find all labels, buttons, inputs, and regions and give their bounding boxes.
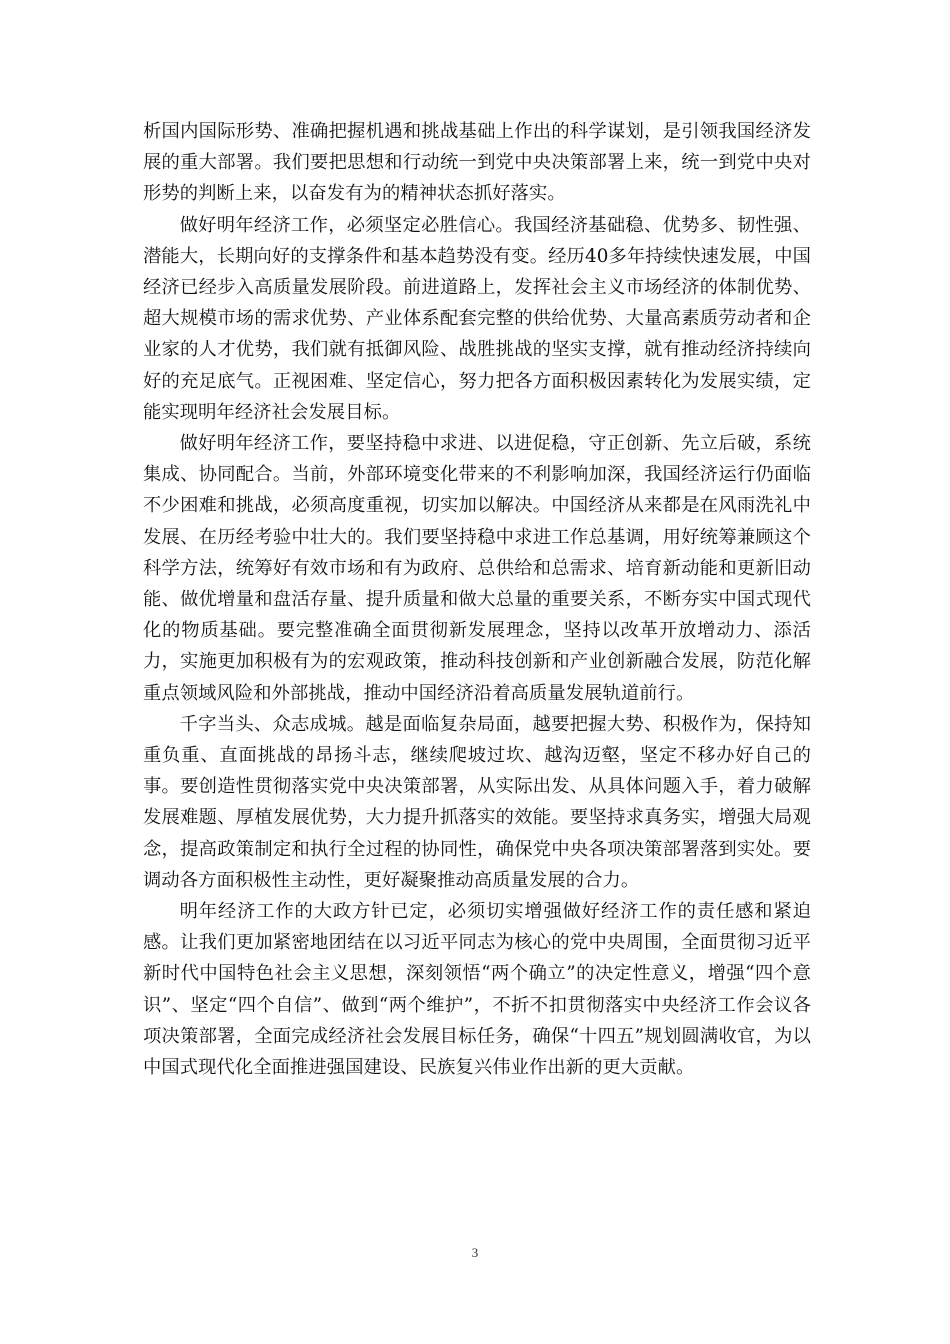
page-number: 3 <box>471 1245 479 1260</box>
paragraph-2: 做好明年经济工作，必须坚定必胜信心。我国经济基础稳、优势多、韧性强、潜能大，长期向好的支撑条件和基本趋势没有变。经历40多年持续快速发展，中国经济已经步入高质量发展阶段。前进道路上，发挥社会主义市场经济的体制优势、超大规模市场的需求优势、产业体系配套完整的供给优势、大量高素质劳动者和企业家的人才优势，我们就有抵御风险、战胜挑战的坚实支撑，就有推动经济持续向好的充足底气。正视困难、坚定信心，努力把各方面积极因素转化为发展实绩，定能实现明年经济社会发展目标。 <box>143 214 811 423</box>
paragraph-4: 千字当头、众志成城。越是面临复杂局面，越要把握大势、积极作为，保持知重负重、直面挑战的昂扬斗志，继续爬坡过坎、越沟迈壑，坚定不移办好自己的事。要创造性贯彻落实党中央决策部署，从实际出发、从具体问题入手，着力破解发展难题、厚植发展优势，大力提升抓落实的效能。要坚持求真务实，增强大局观念，提高政策制定和执行全过程的协同性，确保党中央各项决策部署落到实处。要调动各方面积极性主动性，更好凝聚推动高质量发展的合力。 <box>143 713 811 891</box>
paragraph-1: 析国内国际形势、准确把握机遇和挑战基础上作出的科学谋划，是引领我国经济发展的重大部署。我们要把思想和行动统一到党中央决策部署上来，统一到党中央对形势的判断上来，以奋发有为的精神状态抓好落实。 <box>143 121 811 205</box>
paragraph-5: 明年经济工作的大政方针已定，必须切实增强做好经济工作的责任感和紧迫感。让我们更加紧密地团结在以习近平同志为核心的党中央周围，全面贯彻习近平新时代中国特色社会主义思想，深刻领悟“两个确立”的决定性意义，增强“四个意识”、坚定“四个自信”、做到“两个维护”，不折不扣贯彻落实中央经济工作会议各项决策部署，全面完成经济社会发展目标任务，确保“十四五”规划圆满收官，为以中国式现代化全面推进强国建设、民族复兴伟业作出新的更大贡献。 <box>143 901 811 1079</box>
paragraph-3: 做好明年经济工作，要坚持稳中求进、以进促稳，守正创新、先立后破，系统集成、协同配合。当前，外部环境变化带来的不利影响加深，我国经济运行仍面临不少困难和挑战，必须高度重视，切实加以解决。中国经济从来都是在风雨洗礼中发展、在历经考验中壮大的。我们要坚持稳中求进工作总基调，用好统筹兼顾这个科学方法，统筹好有效市场和有为政府、总供给和总需求、培育新动能和更新旧动能、做优增量和盘活存量、提升质量和做大总量的重要关系，不断夯实中国式现代化的物质基础。要完整准确全面贯彻新发展理念，坚持以改革开放增动力、添活力，实施更加积极有为的宏观政策，推动科技创新和产业创新融合发展，防范化解重点领域风险和外部挑战，推动中国经济沿着高质量发展轨道前行。 <box>143 433 811 704</box>
document-page <box>143 116 811 1083</box>
